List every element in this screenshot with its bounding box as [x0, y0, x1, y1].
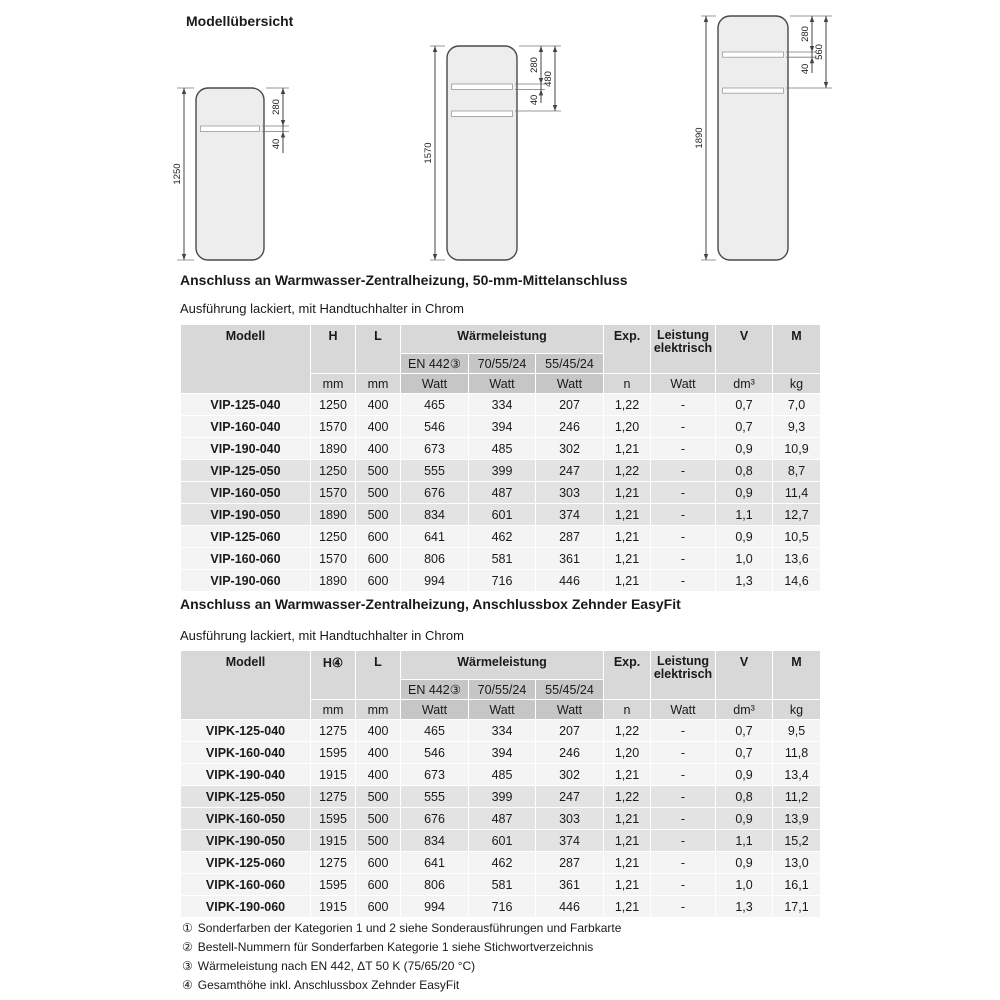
value-cell: 485 — [469, 438, 536, 460]
model-cell: VIPK-125-040 — [181, 720, 311, 742]
table-row — [181, 874, 821, 896]
dim-label-top-to-bar2-3: 560 — [814, 44, 825, 60]
value-cell: 462 — [469, 526, 536, 548]
unit-watt: Watt — [469, 700, 536, 720]
value-cell: 500 — [356, 460, 401, 482]
unit-mm: mm — [356, 374, 401, 394]
value-cell: 11,4 — [773, 482, 821, 504]
value-cell: 673 — [401, 438, 469, 460]
value-cell: 1,1 — [716, 504, 773, 526]
value-cell: 361 — [536, 548, 604, 570]
value-cell: 246 — [536, 742, 604, 764]
radiator-drawing-1250 — [172, 88, 289, 260]
value-cell: 0,9 — [716, 526, 773, 548]
value-cell: 1890 — [311, 438, 356, 460]
spec-table-easyfit — [180, 650, 821, 918]
value-cell: 1570 — [311, 482, 356, 504]
value-cell: 581 — [469, 874, 536, 896]
value-cell: 601 — [469, 504, 536, 526]
dim-label-total-height-1: 1250 — [172, 163, 183, 185]
model-cell: VIP-125-060 — [181, 526, 311, 548]
unit-watt: Watt — [536, 374, 604, 394]
model-cell: VIP-190-050 — [181, 504, 311, 526]
towel-bar-slot — [723, 52, 784, 57]
value-cell: 1,22 — [604, 460, 651, 482]
table-row — [181, 830, 821, 852]
value-cell: 465 — [401, 394, 469, 416]
value-cell: 462 — [469, 852, 536, 874]
footnote-marker: ① — [182, 921, 193, 935]
unit-n: n — [604, 374, 651, 394]
value-cell: 1890 — [311, 504, 356, 526]
value-cell: 600 — [356, 548, 401, 570]
dim-label-top-to-bar-3: 280 — [800, 26, 811, 42]
col-header-waermeleistung: Wärmeleistung — [401, 325, 604, 354]
value-cell: 302 — [536, 438, 604, 460]
dim-label-bar-height-1: 40 — [271, 138, 282, 150]
footnote-marker: ④ — [182, 978, 193, 992]
value-cell: 0,9 — [716, 852, 773, 874]
value-cell: 17,1 — [773, 896, 821, 918]
value-cell: 806 — [401, 874, 469, 896]
value-cell: 374 — [536, 830, 604, 852]
section2-title: Anschluss an Warmwasser-Zentralheizung, Anschlussbox Zehnder EasyFit — [180, 596, 681, 612]
value-cell: 0,7 — [716, 720, 773, 742]
value-cell: 1915 — [311, 830, 356, 852]
value-cell: 994 — [401, 896, 469, 918]
col-header-v: V — [716, 325, 773, 374]
page-title: Modellübersicht — [186, 13, 294, 29]
footnote-text: Gesamthöhe inkl. Anschlussbox Zehnder EasyFit — [197, 978, 460, 992]
value-cell: 0,7 — [716, 394, 773, 416]
towel-bar-slot — [201, 126, 260, 132]
value-cell: 1275 — [311, 720, 356, 742]
col-header-l: L — [356, 325, 401, 374]
value-cell: 0,9 — [716, 764, 773, 786]
value-cell: 1,21 — [604, 830, 651, 852]
value-cell: 399 — [469, 460, 536, 482]
value-cell: 1,22 — [604, 720, 651, 742]
model-overview-drawings — [165, 3, 845, 273]
table-row — [181, 460, 821, 482]
footnote-1 — [182, 919, 621, 938]
value-cell: 994 — [401, 570, 469, 592]
value-cell: 12,7 — [773, 504, 821, 526]
table-row — [181, 526, 821, 548]
section2-subtitle: Ausführung lackiert, mit Handtuchhalter in Chrom — [180, 628, 464, 643]
unit-mm: mm — [311, 374, 356, 394]
table-row — [181, 504, 821, 526]
footnote-2 — [182, 938, 621, 957]
model-cell: VIP-125-050 — [181, 460, 311, 482]
unit-watt: Watt — [651, 700, 716, 720]
towel-bar-slot — [723, 88, 784, 93]
value-cell: 500 — [356, 808, 401, 830]
model-cell: VIPK-125-050 — [181, 786, 311, 808]
value-cell: 400 — [356, 394, 401, 416]
footnote-text: Wärmeleistung nach EN 442, ΔT 50 K (75/65/20 °C) — [197, 959, 476, 973]
col-header-m: M — [773, 651, 821, 700]
value-cell: - — [651, 830, 716, 852]
col-header-m: M — [773, 325, 821, 374]
value-cell: 446 — [536, 570, 604, 592]
value-cell: 10,9 — [773, 438, 821, 460]
value-cell: 1,21 — [604, 896, 651, 918]
value-cell: 400 — [356, 742, 401, 764]
model-cell: VIP-160-050 — [181, 482, 311, 504]
value-cell: 487 — [469, 808, 536, 830]
value-cell: 485 — [469, 764, 536, 786]
radiator-drawing-1570 — [423, 46, 561, 260]
value-cell: 394 — [469, 742, 536, 764]
value-cell: 16,1 — [773, 874, 821, 896]
value-cell: 1,3 — [716, 570, 773, 592]
value-cell: 374 — [536, 504, 604, 526]
value-cell: 0,9 — [716, 438, 773, 460]
unit-watt: Watt — [401, 374, 469, 394]
value-cell: 1250 — [311, 460, 356, 482]
model-cell: VIPK-160-050 — [181, 808, 311, 830]
value-cell: 1,22 — [604, 786, 651, 808]
value-cell: - — [651, 460, 716, 482]
value-cell: 9,3 — [773, 416, 821, 438]
value-cell: 400 — [356, 438, 401, 460]
value-cell: 1,0 — [716, 548, 773, 570]
value-cell: 1915 — [311, 764, 356, 786]
col-header-l: L — [356, 651, 401, 700]
value-cell: - — [651, 896, 716, 918]
value-cell: 1,21 — [604, 764, 651, 786]
value-cell: 641 — [401, 852, 469, 874]
value-cell: 11,2 — [773, 786, 821, 808]
value-cell: 14,6 — [773, 570, 821, 592]
footnote-marker: ③ — [182, 959, 193, 973]
unit-kg: kg — [773, 374, 821, 394]
value-cell: 394 — [469, 416, 536, 438]
value-cell: 15,2 — [773, 830, 821, 852]
value-cell: 207 — [536, 720, 604, 742]
value-cell: 1,21 — [604, 482, 651, 504]
value-cell: - — [651, 438, 716, 460]
model-cell: VIPK-190-040 — [181, 764, 311, 786]
col-header-v: V — [716, 651, 773, 700]
value-cell: 546 — [401, 416, 469, 438]
value-cell: 1275 — [311, 786, 356, 808]
value-cell: - — [651, 394, 716, 416]
value-cell: 1250 — [311, 526, 356, 548]
value-cell: 9,5 — [773, 720, 821, 742]
model-cell: VIPK-190-060 — [181, 896, 311, 918]
table-row — [181, 742, 821, 764]
value-cell: 1250 — [311, 394, 356, 416]
table-row — [181, 416, 821, 438]
unit-mm: mm — [311, 700, 356, 720]
dim-label-total-height-3: 1890 — [694, 127, 705, 149]
value-cell: 0,7 — [716, 416, 773, 438]
value-cell: 546 — [401, 742, 469, 764]
subheader-en442: EN 442③ — [401, 680, 469, 700]
table-row — [181, 438, 821, 460]
dim-label-total-height-2: 1570 — [423, 142, 434, 164]
col-header-modell: Modell — [181, 651, 311, 720]
footnotes — [182, 919, 621, 995]
unit-watt: Watt — [401, 700, 469, 720]
unit-watt: Watt — [536, 700, 604, 720]
value-cell: 1,21 — [604, 570, 651, 592]
value-cell: 600 — [356, 896, 401, 918]
value-cell: 1915 — [311, 896, 356, 918]
value-cell: 1,20 — [604, 416, 651, 438]
value-cell: 247 — [536, 786, 604, 808]
value-cell: 8,7 — [773, 460, 821, 482]
value-cell: 555 — [401, 786, 469, 808]
value-cell: - — [651, 526, 716, 548]
value-cell: 303 — [536, 808, 604, 830]
dim-label-top-to-bar-1: 280 — [271, 99, 282, 115]
dim-label-bar-height-3: 40 — [800, 63, 811, 75]
value-cell: 1595 — [311, 808, 356, 830]
value-cell: 246 — [536, 416, 604, 438]
col-header-h4: H④ — [311, 651, 356, 700]
footnote-4 — [182, 976, 621, 995]
value-cell: 1,21 — [604, 438, 651, 460]
value-cell: 13,0 — [773, 852, 821, 874]
spec-table-mittelanschluss — [180, 324, 821, 592]
value-cell: 334 — [469, 720, 536, 742]
value-cell: 716 — [469, 896, 536, 918]
unit-dm3: dm³ — [716, 700, 773, 720]
value-cell: 1595 — [311, 874, 356, 896]
table-row — [181, 394, 821, 416]
dim-label-top-to-bar2-2: 480 — [543, 71, 554, 87]
model-cell: VIP-125-040 — [181, 394, 311, 416]
value-cell: 500 — [356, 786, 401, 808]
value-cell: 302 — [536, 764, 604, 786]
model-cell: VIP-190-060 — [181, 570, 311, 592]
value-cell: 0,9 — [716, 808, 773, 830]
towel-bar-slot — [452, 84, 513, 89]
value-cell: 399 — [469, 786, 536, 808]
value-cell: 600 — [356, 570, 401, 592]
value-cell: 13,4 — [773, 764, 821, 786]
col-header-modell: Modell — [181, 325, 311, 394]
value-cell: 1,21 — [604, 526, 651, 548]
value-cell: 641 — [401, 526, 469, 548]
unit-n: n — [604, 700, 651, 720]
value-cell: 1,21 — [604, 874, 651, 896]
footnote-marker: ② — [182, 940, 193, 954]
subheader-705524: 70/55/24 — [469, 354, 536, 374]
value-cell: 1,21 — [604, 504, 651, 526]
table-row — [181, 808, 821, 830]
value-cell: 676 — [401, 482, 469, 504]
section1-subtitle: Ausführung lackiert, mit Handtuchhalter in Chrom — [180, 301, 464, 316]
value-cell: 1595 — [311, 742, 356, 764]
value-cell: 446 — [536, 896, 604, 918]
value-cell: 7,0 — [773, 394, 821, 416]
value-cell: - — [651, 504, 716, 526]
value-cell: - — [651, 416, 716, 438]
unit-dm3: dm³ — [716, 374, 773, 394]
spec-table-body — [181, 720, 821, 918]
col-header-h: H — [311, 325, 356, 374]
footnote-text: Sonderfarben der Kategorien 1 und 2 siehe Sonderausführungen und Farbkarte — [197, 921, 622, 935]
unit-kg: kg — [773, 700, 821, 720]
col-header-exp: Exp. — [604, 651, 651, 700]
subheader-705524: 70/55/24 — [469, 680, 536, 700]
value-cell: - — [651, 786, 716, 808]
value-cell: 1570 — [311, 548, 356, 570]
radiator-drawing-1890 — [694, 16, 832, 260]
value-cell: 361 — [536, 874, 604, 896]
value-cell: 581 — [469, 548, 536, 570]
value-cell: - — [651, 482, 716, 504]
value-cell: 400 — [356, 720, 401, 742]
table-row — [181, 786, 821, 808]
value-cell: 1,3 — [716, 896, 773, 918]
value-cell: 600 — [356, 526, 401, 548]
value-cell: - — [651, 852, 716, 874]
col-header-leistung-elektrisch: Leistung elektrisch — [651, 325, 716, 374]
value-cell: 13,9 — [773, 808, 821, 830]
value-cell: 465 — [401, 720, 469, 742]
table-row — [181, 896, 821, 918]
unit-mm: mm — [356, 700, 401, 720]
table-row — [181, 764, 821, 786]
value-cell: 10,5 — [773, 526, 821, 548]
value-cell: 500 — [356, 482, 401, 504]
value-cell: 1570 — [311, 416, 356, 438]
value-cell: - — [651, 764, 716, 786]
subheader-554524: 55/45/24 — [536, 680, 604, 700]
value-cell: 207 — [536, 394, 604, 416]
value-cell: - — [651, 570, 716, 592]
col-header-waermeleistung: Wärmeleistung — [401, 651, 604, 680]
section1-title: Anschluss an Warmwasser-Zentralheizung, 50-mm-Mittelanschluss — [180, 272, 628, 288]
footnote-text: Bestell-Nummern für Sonderfarben Kategorie 1 siehe Stichwortverzeichnis — [197, 940, 594, 954]
table-row — [181, 482, 821, 504]
value-cell: 500 — [356, 830, 401, 852]
value-cell: 600 — [356, 852, 401, 874]
value-cell: 287 — [536, 526, 604, 548]
value-cell: - — [651, 874, 716, 896]
value-cell: 1,21 — [604, 808, 651, 830]
unit-watt: Watt — [651, 374, 716, 394]
value-cell: 487 — [469, 482, 536, 504]
subheader-554524: 55/45/24 — [536, 354, 604, 374]
value-cell: 673 — [401, 764, 469, 786]
model-cell: VIPK-160-060 — [181, 874, 311, 896]
model-cell: VIPK-125-060 — [181, 852, 311, 874]
value-cell: - — [651, 742, 716, 764]
table-row — [181, 570, 821, 592]
value-cell: 601 — [469, 830, 536, 852]
model-cell: VIP-160-040 — [181, 416, 311, 438]
col-header-leistung-elektrisch: Leistung elektrisch — [651, 651, 716, 700]
towel-bar-slot — [452, 111, 513, 116]
value-cell: 0,8 — [716, 786, 773, 808]
subheader-en442: EN 442③ — [401, 354, 469, 374]
table-row — [181, 852, 821, 874]
model-cell: VIPK-160-040 — [181, 742, 311, 764]
value-cell: 1,21 — [604, 548, 651, 570]
radiator-body-1 — [196, 88, 264, 260]
dim-label-top-to-bar-2: 280 — [529, 57, 540, 73]
unit-watt: Watt — [469, 374, 536, 394]
value-cell: 0,9 — [716, 482, 773, 504]
value-cell: 555 — [401, 460, 469, 482]
value-cell: 400 — [356, 764, 401, 786]
value-cell: 1,0 — [716, 874, 773, 896]
value-cell: 1,21 — [604, 852, 651, 874]
value-cell: 334 — [469, 394, 536, 416]
value-cell: - — [651, 720, 716, 742]
value-cell: 1,20 — [604, 742, 651, 764]
value-cell: 500 — [356, 504, 401, 526]
dim-label-bar-height-2: 40 — [529, 94, 540, 106]
table-row — [181, 548, 821, 570]
value-cell: 716 — [469, 570, 536, 592]
spec-table-body — [181, 394, 821, 592]
value-cell: - — [651, 548, 716, 570]
value-cell: 600 — [356, 874, 401, 896]
value-cell: 0,8 — [716, 460, 773, 482]
value-cell: 247 — [536, 460, 604, 482]
value-cell: 0,7 — [716, 742, 773, 764]
radiator-body-2 — [447, 46, 517, 260]
value-cell: 303 — [536, 482, 604, 504]
value-cell: 11,8 — [773, 742, 821, 764]
table-row — [181, 720, 821, 742]
value-cell: 1275 — [311, 852, 356, 874]
model-cell: VIPK-190-050 — [181, 830, 311, 852]
footnote-3 — [182, 957, 621, 976]
value-cell: 834 — [401, 504, 469, 526]
value-cell: 834 — [401, 830, 469, 852]
value-cell: 287 — [536, 852, 604, 874]
model-cell: VIP-190-040 — [181, 438, 311, 460]
value-cell: 13,6 — [773, 548, 821, 570]
value-cell: 1890 — [311, 570, 356, 592]
value-cell: 400 — [356, 416, 401, 438]
value-cell: 1,1 — [716, 830, 773, 852]
value-cell: 1,22 — [604, 394, 651, 416]
value-cell: 806 — [401, 548, 469, 570]
col-header-exp: Exp. — [604, 325, 651, 374]
model-cell: VIP-160-060 — [181, 548, 311, 570]
value-cell: 676 — [401, 808, 469, 830]
value-cell: - — [651, 808, 716, 830]
